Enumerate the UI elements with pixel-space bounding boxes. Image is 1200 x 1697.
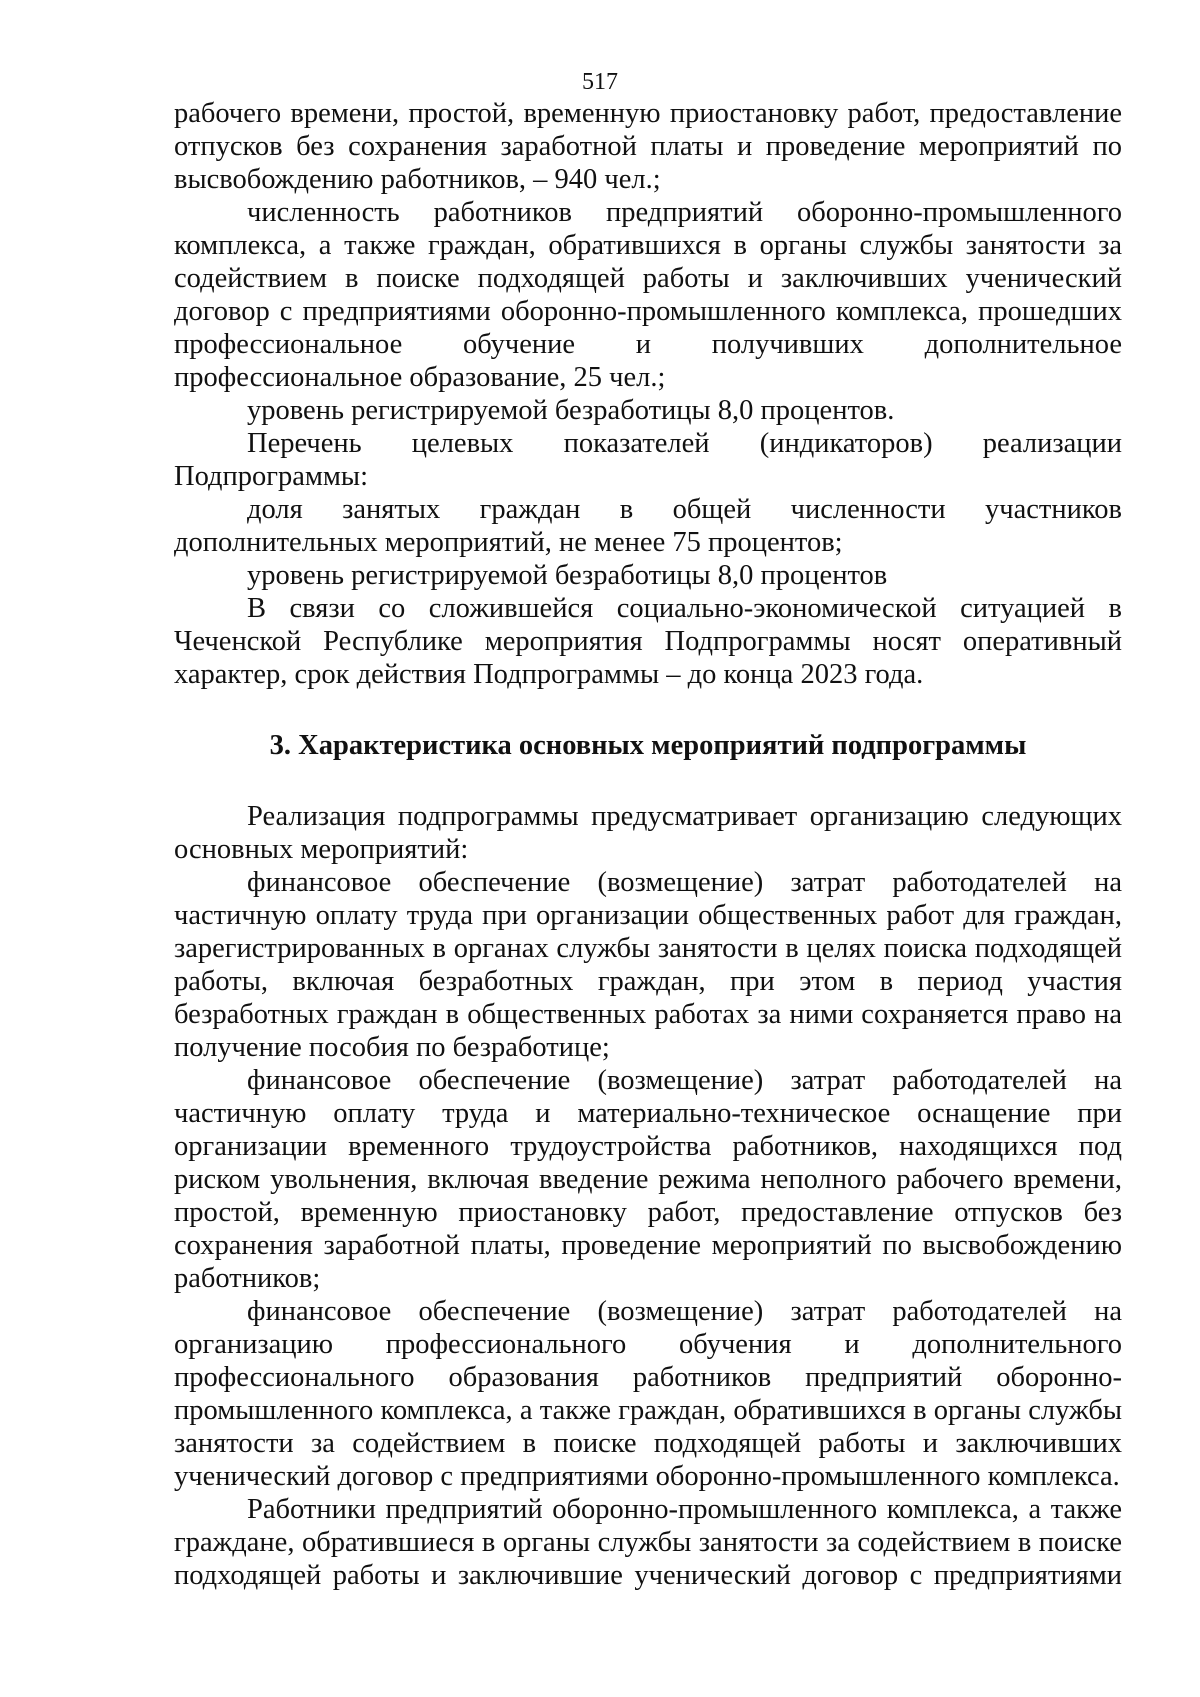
paragraph: рабочего времени, простой, временную приостановку работ, предоставление отпусков без сохранения заработной платы и проведение мероприятий по высвобождению работников, – 940 чел.; [174, 98, 1122, 195]
section-heading: 3. Характеристика основных мероприятий подпрограммы [269, 730, 1027, 761]
paragraph: финансовое обеспечение (возмещение) затрат работодателей на организацию профессионального обучения и дополнительного профессионального образования работников предприятий оборонно-промышленного комплекса, а также граждан, обратившихся в органы службы занятости за содействием в поиске подходящей работы и заключивших ученический договор с предприятиями оборонно-промышленного комплекса. [174, 1296, 1122, 1492]
paragraph: уровень регистрируемой безработицы 8,0 процентов. [247, 395, 895, 426]
paragraph: уровень регистрируемой безработицы 8,0 процентов [247, 560, 888, 591]
paragraph: Реализация подпрограммы предусматривает организацию следующих основных мероприятий: [174, 801, 1122, 865]
paragraph: доля занятых граждан в общей численности участников дополнительных мероприятий, не менее 75 процентов; [174, 494, 1122, 558]
paragraph: численность работников предприятий оборонно-промышленного комплекса, а также граждан, обратившихся в органы службы занятости за содействием в поиске подходящей работы и заключивших ученический договор с предприятиями оборонно-промышленного комплекса, прошедших профессиональное обучение и получивших дополнительное профессиональное образование, 25 чел.; [174, 197, 1122, 393]
paragraph: финансовое обеспечение (возмещение) затрат работодателей на частичную оплату труда при организации общественных работ для граждан, зарегистрированных в органах службы занятости в целях поиска подходящей работы, включая безработных граждан, при этом в период участия безработных граждан в общественных работах за ними сохраняется право на получение пособия по безработице; [174, 867, 1122, 1063]
paragraph: Работники предприятий оборонно-промышленного комплекса, а также граждане, обратившиеся в органы службы занятости за содействием в поиске подходящей работы и заключившие ученический договор с предприятиями [174, 1494, 1122, 1591]
document-body [174, 97, 1122, 1592]
paragraph: финансовое обеспечение (возмещение) затрат работодателей на частичную оплату труда и материально-техническое оснащение при организации временного трудоустройства работников, находящихся под риском увольнения, включая введение режима неполного рабочего времени, простой, временную приостановку работ, предоставление отпусков без сохранения заработной платы, проведение мероприятий по высвобождению работников; [174, 1065, 1122, 1294]
paragraph: В связи со сложившейся социально-экономической ситуацией в Чеченской Республике мероприятия Подпрограммы носят оперативный характер, срок действия Подпрограммы – до конца 2023 года. [174, 593, 1122, 690]
page-number: 517 [582, 69, 618, 95]
spacer [174, 762, 1122, 800]
spacer [174, 691, 1122, 729]
paragraph: Перечень целевых показателей (индикаторов) реализации Подпрограммы: [174, 428, 1122, 492]
